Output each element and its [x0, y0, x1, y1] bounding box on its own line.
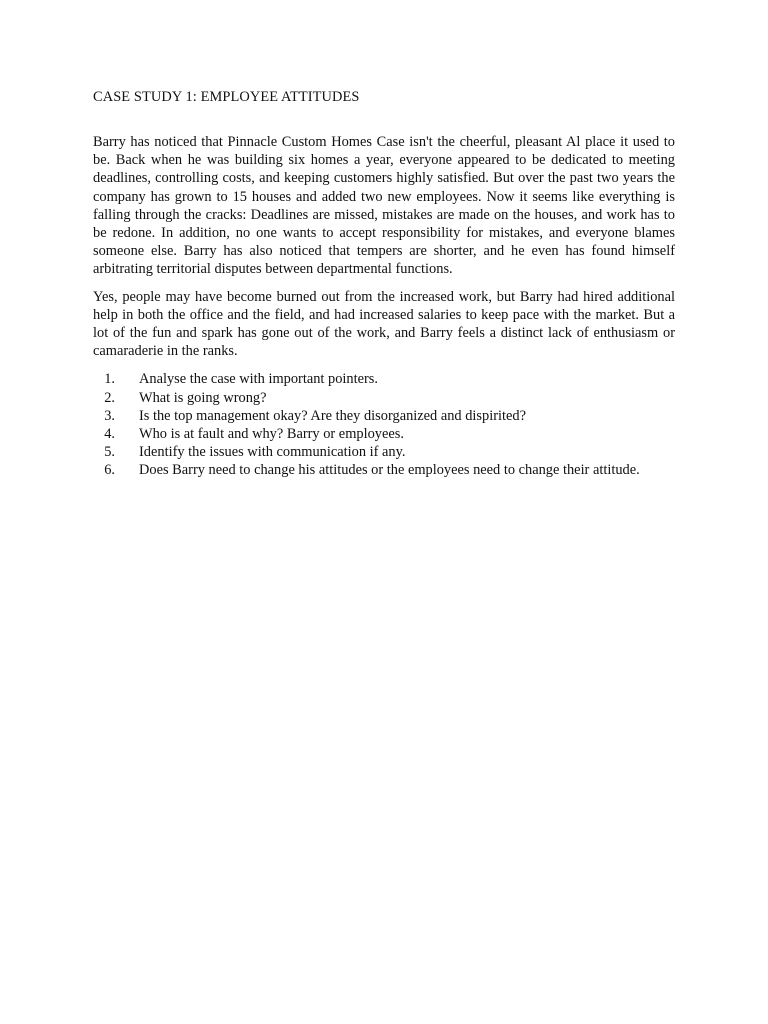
question-text: Analyse the case with important pointers. — [139, 371, 378, 388]
question-text: Identify the issues with communication if any. — [139, 444, 406, 461]
question-item — [93, 461, 675, 479]
question-text: Does Barry need to change his attitudes or the employees need to change their attitude. — [139, 462, 640, 479]
question-item — [93, 407, 675, 425]
question-text: Is the top management okay? Are they disorganized and dispirited? — [139, 407, 526, 424]
document-title: CASE STUDY 1: EMPLOYEE ATTITUDES — [93, 89, 360, 105]
paragraph-1: Barry has noticed that Pinnacle Custom Homes Case isn't the cheerful, pleasant Al place it used to be. Back when he was building six homes a year, everyone appeared to be dedicated to meeting deadlines, controlling costs, and keeping customers highly satisfied. But over the past two years the company has grown to 15 houses and added two new employees. Now it seems like everything is falling through the cracks: Deadlines are missed, mistakes are made on the houses, and work has to be redone. In addition, no one wants to accept responsibility for mistakes, and everyone blames someone else. Barry has also noticed that tempers are shorter, and he even has found himself arbitrating territorial disputes between departmental functions. — [93, 134, 675, 278]
question-list — [93, 370, 675, 479]
question-number: 4. — [104, 426, 115, 443]
question-number: 5. — [104, 444, 115, 461]
question-number: 1. — [104, 371, 115, 388]
document-page — [93, 88, 675, 480]
question-item — [93, 389, 675, 407]
question-item — [93, 443, 675, 461]
question-number: 6. — [104, 462, 115, 479]
question-text: What is going wrong? — [139, 389, 267, 406]
question-number: 2. — [104, 389, 115, 406]
paragraph-2: Yes, people may have become burned out from the increased work, but Barry had hired additional help in both the office and the field, and had increased salaries to keep pace with the market. But a lot of the fun and spark has gone out of the work, and Barry feels a distinct lack of enthusiasm or camaraderie in the ranks. — [93, 288, 675, 360]
question-text: Who is at fault and why? Barry or employees. — [139, 426, 404, 443]
question-number: 3. — [104, 407, 115, 424]
question-item — [93, 370, 675, 388]
question-item — [93, 425, 675, 443]
